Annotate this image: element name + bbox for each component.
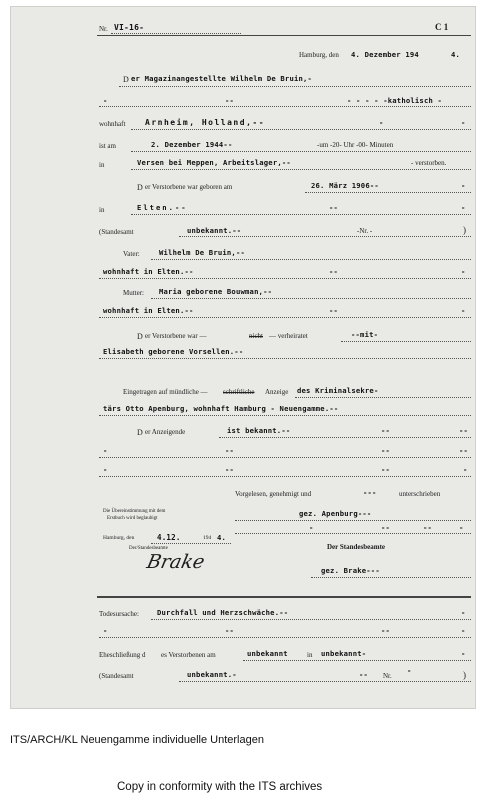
footer-blank-dash4: - bbox=[461, 626, 466, 635]
footer-divider bbox=[97, 596, 471, 598]
blank-row2-dash2: -- bbox=[225, 465, 235, 474]
standesamt-close: ) bbox=[463, 225, 466, 235]
registration-rule2 bbox=[99, 415, 471, 416]
entry-line1-rule bbox=[119, 86, 471, 87]
birth-dash3: - bbox=[461, 203, 466, 212]
hamburg-den-label: Hamburg, den bbox=[103, 535, 135, 541]
blank-row2-rule bbox=[99, 476, 471, 477]
todesursache-rule bbox=[151, 619, 471, 620]
marriage-prefix: D bbox=[137, 332, 143, 341]
header-year-digit: 4. bbox=[451, 50, 461, 59]
in-rule bbox=[131, 169, 471, 170]
conformity-caption: Copy in conformity with the ITS archives bbox=[117, 781, 323, 793]
entry-line2-text: - - - - -katholisch - bbox=[347, 96, 443, 105]
footer-nr: Nr. bbox=[383, 672, 392, 680]
eheschl-mid: es Verstorbenen am bbox=[161, 651, 216, 659]
blank-row1-dash4: -- bbox=[459, 446, 469, 455]
eheschl-rule bbox=[243, 660, 471, 661]
vater-value: Wilhelm De Bruin,-- bbox=[159, 248, 246, 257]
footer-blank-dash2: -- bbox=[225, 626, 235, 635]
nr-label: Nr. bbox=[99, 25, 108, 33]
birth-dash2: -- bbox=[329, 203, 339, 212]
entry-line1: er Magazinangestellte Wilhelm De Bruin,- bbox=[131, 74, 313, 83]
standesamt-nr: -Nr. - bbox=[357, 227, 373, 235]
wohnhaft-value: Arnheim, Holland,-- bbox=[145, 118, 266, 127]
entry-line2-dash: - bbox=[103, 96, 108, 105]
sign-date-rule bbox=[151, 543, 231, 544]
standesamt-label: (Standesamt bbox=[99, 228, 134, 236]
spouse-value: Elisabeth geborene Vorsellen.-- bbox=[103, 347, 244, 356]
anzeig-value: ist bekannt.-- bbox=[227, 426, 291, 435]
footer-blank-dash3: -- bbox=[381, 626, 391, 635]
sign-date: 4.12. bbox=[157, 533, 181, 542]
footer-nr-dash: - bbox=[407, 666, 412, 675]
sign-row-dash3: -- bbox=[423, 523, 433, 532]
form-code: C 1 bbox=[435, 22, 449, 32]
anzeig-rule bbox=[219, 437, 471, 438]
birth-place-rule bbox=[131, 214, 471, 215]
blank-row1-dash1: - bbox=[103, 446, 108, 455]
registration-text-a: Eingetragen auf mündliche — bbox=[123, 388, 208, 396]
der-standesbeamte: Der Standesbeamte bbox=[327, 543, 386, 551]
signed-name: gez. Apenburg--- bbox=[299, 509, 372, 518]
mutter-addr-dash2: - bbox=[461, 306, 466, 315]
mutter-addr-dash: -- bbox=[329, 306, 339, 315]
eheschl-dash: - bbox=[461, 649, 466, 658]
footer-standesamt-label: (Standesamt bbox=[99, 672, 134, 680]
blank-row2-dash1: - bbox=[103, 465, 108, 474]
sign-year-prefix: 194 bbox=[203, 535, 212, 541]
spouse-rule bbox=[99, 358, 471, 359]
sign-row-dash1: - bbox=[309, 523, 314, 532]
nr-line bbox=[111, 33, 241, 34]
header-rule bbox=[97, 35, 471, 36]
anzeig-dash2: -- bbox=[459, 426, 469, 435]
conformity-note-1: Die Übereinstimmung mit dem bbox=[103, 509, 166, 514]
eheschl-val1: unbekannt bbox=[247, 649, 288, 658]
footer-blank-dash1: - bbox=[103, 626, 108, 635]
archive-caption: ITS/ARCH/KL Neuengamme individuelle Unterlagen bbox=[10, 734, 264, 746]
entry-line2-dash2: -- bbox=[225, 96, 235, 105]
birth-text: er Verstorbene war geboren am bbox=[145, 183, 233, 191]
eheschl-label: Eheschließung d bbox=[99, 651, 146, 659]
wohnhaft-rule bbox=[131, 129, 471, 130]
footer-standesamt-dash: -- bbox=[359, 670, 369, 679]
vater-addr: wohnhaft in Elten.-- bbox=[103, 267, 194, 276]
in-value: Versen bei Meppen, Arbeitslager,-- bbox=[137, 158, 291, 167]
document-sheet bbox=[10, 6, 476, 709]
sign-year-digit: 4. bbox=[217, 533, 227, 542]
marriage-mit: --mit- bbox=[351, 330, 379, 339]
vater-label: Vater: bbox=[123, 250, 140, 258]
footer-blank-rule bbox=[99, 637, 471, 638]
vater-addr-dash2: - bbox=[461, 267, 466, 276]
birth-prefix: D bbox=[137, 183, 143, 192]
anzeig-prefix: D bbox=[137, 428, 143, 437]
sign-dash: --- bbox=[363, 488, 377, 497]
sign-row-dash4: - bbox=[459, 523, 464, 532]
birth-rule bbox=[305, 192, 471, 193]
ist-am-value: 2. Dezember 1944-- bbox=[151, 140, 233, 149]
nr-value: VI-16- bbox=[114, 23, 145, 32]
wohnhaft-label: wohnhaft bbox=[99, 120, 126, 128]
sign-row-dash2: -- bbox=[381, 523, 391, 532]
gez-brake-rule bbox=[311, 577, 471, 578]
conformity-note-2: Erstbuch wird beglaubigt bbox=[107, 516, 158, 521]
registration-value2: tärs Otto Apenburg, wohnhaft Hamburg - Neuengamme.-- bbox=[103, 404, 339, 413]
blank-row2-dash3: -- bbox=[381, 465, 391, 474]
verstorben-text: - verstorben. bbox=[411, 159, 447, 167]
birth-date: 26. März 1906-- bbox=[311, 181, 379, 190]
anzeig-dash: -- bbox=[381, 426, 391, 435]
um-text: -um -20- Uhr -00- Minuten bbox=[317, 141, 394, 149]
wohnhaft-dash2: - bbox=[461, 118, 466, 127]
registration-rule1 bbox=[295, 397, 471, 398]
footer-standesamt-rule bbox=[179, 681, 471, 682]
registration-text-b: Anzeige bbox=[265, 388, 289, 396]
vater-rule bbox=[151, 259, 471, 260]
handwritten-signature: Brake bbox=[144, 551, 207, 573]
signed-name-rule bbox=[235, 520, 471, 521]
unterschrieben-text: unterschrieben bbox=[399, 490, 441, 498]
mutter-label: Mutter: bbox=[123, 289, 144, 297]
blank-row1-rule bbox=[99, 457, 471, 458]
birth-place: Elten.-- bbox=[137, 203, 188, 212]
entry-prefix: D bbox=[123, 75, 129, 84]
mutter-rule bbox=[151, 298, 471, 299]
standesamt-value: unbekannt.-- bbox=[187, 226, 242, 235]
todesursache-value: Durchfall und Herzschwäche.-- bbox=[157, 608, 289, 617]
footer-standesamt-close: ) bbox=[463, 670, 466, 680]
birth-dash: - bbox=[461, 181, 466, 190]
vater-addr-rule bbox=[99, 278, 471, 279]
ist-am-label: ist am bbox=[99, 142, 116, 150]
mutter-addr-rule bbox=[99, 317, 471, 318]
blank-row1-dash2: -- bbox=[225, 446, 235, 455]
header-date-value: 4. Dezember 194 bbox=[351, 50, 419, 59]
der-standesbeamte-small: Der/Standesbeamte bbox=[129, 546, 168, 551]
footer-standesamt-value: unbekannt.- bbox=[187, 670, 237, 679]
registration-struck: schriftliche bbox=[223, 388, 255, 396]
eheschl-val2: unbekannt- bbox=[321, 649, 367, 658]
sign-row-rule bbox=[235, 533, 471, 534]
place-date-label: Hamburg, den bbox=[299, 51, 339, 59]
marriage-text-b: — verheiratet bbox=[269, 332, 308, 340]
gez-brake: gez. Brake--- bbox=[321, 566, 380, 575]
blank-row2-dash4: - bbox=[463, 465, 468, 474]
wohnhaft-dash: - bbox=[379, 118, 384, 127]
standesamt-rule bbox=[179, 236, 471, 237]
vater-addr-dash: -- bbox=[329, 267, 339, 276]
mutter-addr: wohnhaft in Elten.-- bbox=[103, 306, 194, 315]
vorgelesen-text: Vorgelesen, genehmigt und bbox=[235, 490, 312, 498]
eheschl-in: in bbox=[307, 651, 313, 659]
marriage-rule bbox=[341, 341, 471, 342]
todesursache-label: Todesursache: bbox=[99, 610, 139, 618]
anzeig-text: er Anzeigende bbox=[145, 428, 186, 436]
mutter-value: Maria geborene Bouwman,-- bbox=[159, 287, 273, 296]
marriage-struck: nicht bbox=[249, 332, 263, 340]
registration-value1: des Kriminalsekre- bbox=[297, 386, 379, 395]
birth-in-label: in bbox=[99, 206, 105, 214]
entry-line2-rule bbox=[99, 106, 471, 107]
ist-am-rule bbox=[131, 151, 471, 152]
in-label: in bbox=[99, 161, 105, 169]
marriage-text-a: er Verstorbene war — bbox=[145, 332, 207, 340]
todesursache-dash: - bbox=[461, 608, 466, 617]
blank-row1-dash3: -- bbox=[381, 446, 391, 455]
